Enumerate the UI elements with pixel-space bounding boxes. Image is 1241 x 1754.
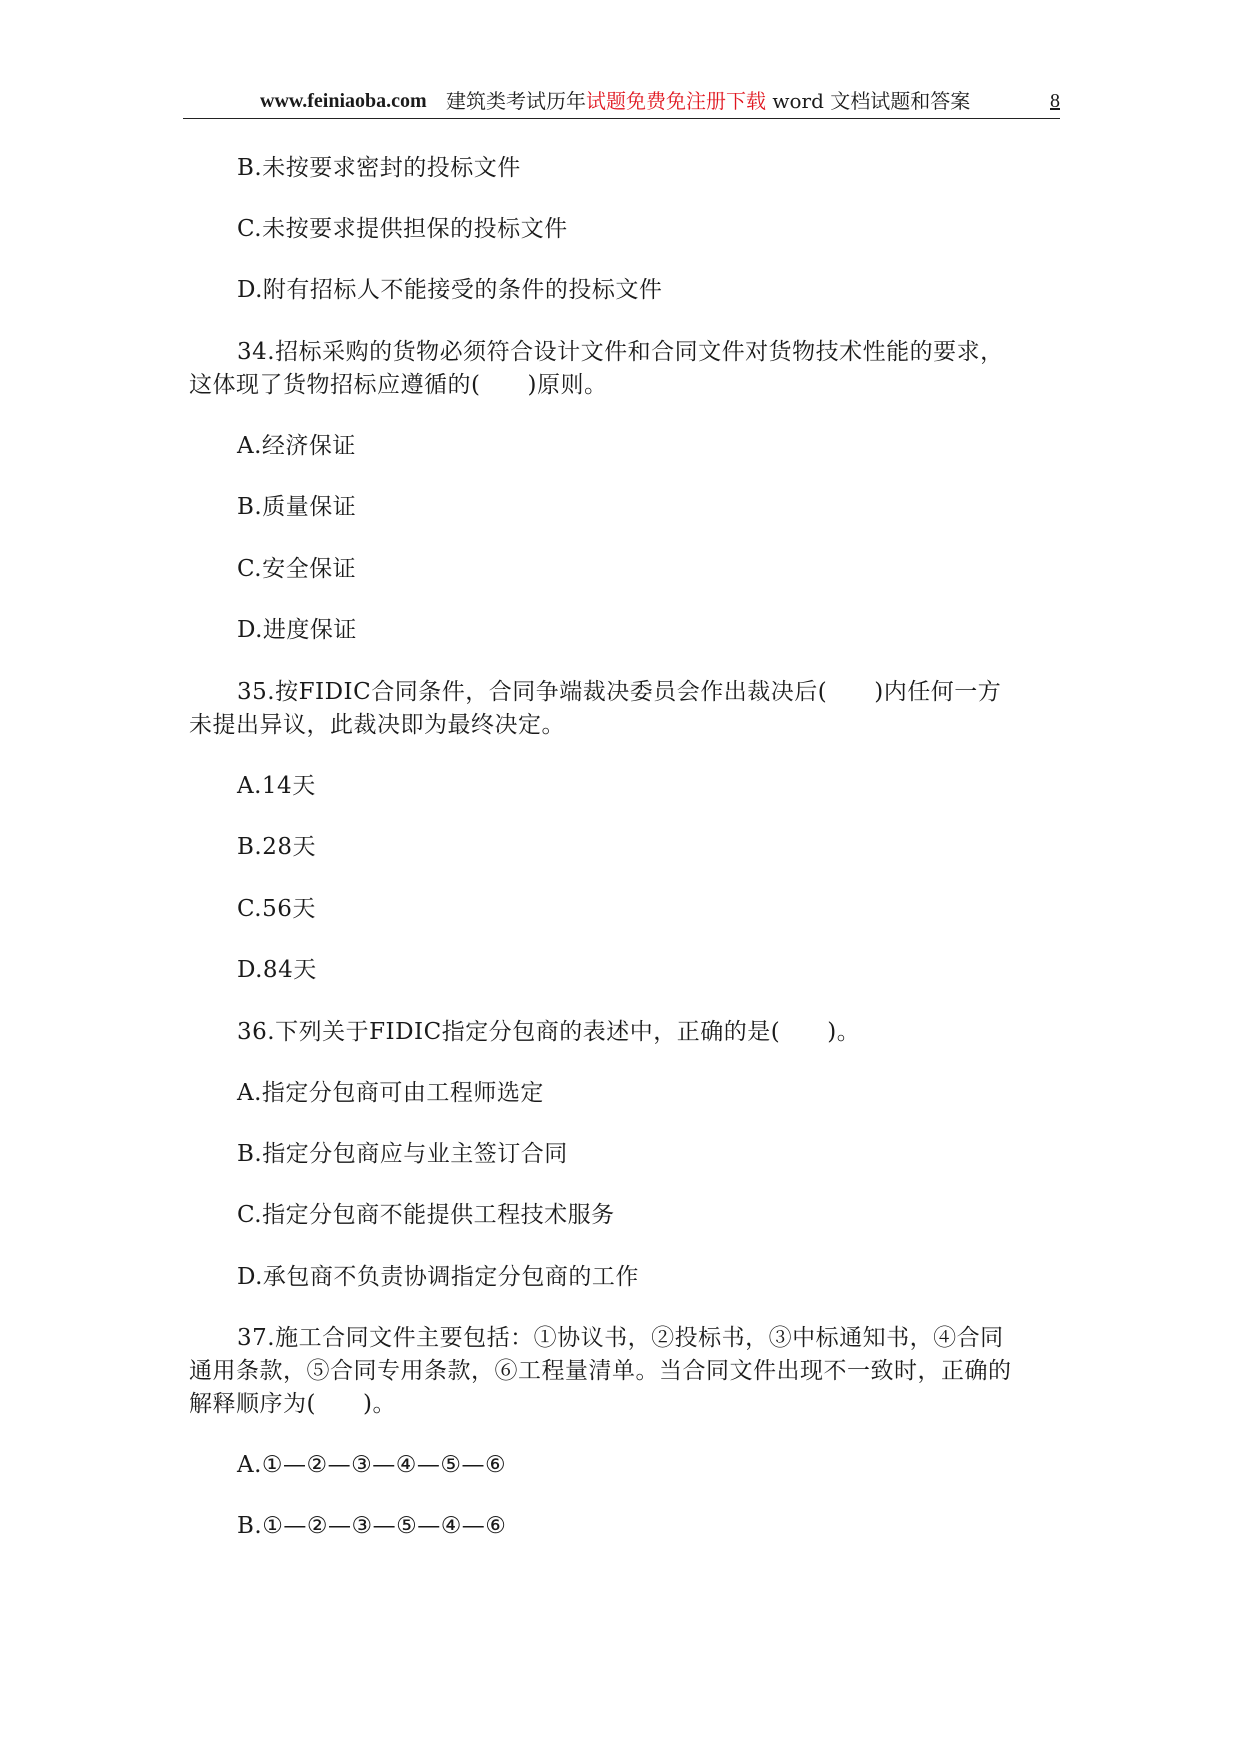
header-text-before: 建筑类考试历年 <box>446 89 586 113</box>
q34-stem-line-2: 这体现了货物招标应遵循的( )原则。 <box>189 372 608 398</box>
q37-stem-line-1: 37.施工合同文件主要包括：①协议书，②投标书，③中标通知书，④合同 <box>237 1325 1004 1351</box>
q37-stem-line-3: 解释顺序为( )。 <box>189 1391 396 1417</box>
header-text-after: word 文档试题和答案 <box>766 89 971 113</box>
q33-option-c: C.未按要求提供担保的投标文件 <box>237 216 568 242</box>
q34-option-a: A.经济保证 <box>237 433 356 459</box>
q35-option-b: B.28天 <box>237 834 316 860</box>
q33-option-b: B.未按要求密封的投标文件 <box>237 155 521 181</box>
q36-option-d: D.承包商不负责协调指定分包商的工作 <box>237 1264 639 1290</box>
q35-option-d: D.84天 <box>237 957 317 983</box>
q35-option-a: A.14天 <box>237 773 316 799</box>
q34-option-c: C.安全保证 <box>237 556 357 582</box>
q33-option-d: D.附有招标人不能接受的条件的投标文件 <box>237 277 663 303</box>
q36-option-c: C.指定分包商不能提供工程技术服务 <box>237 1202 615 1228</box>
q37-stem-line-2: 通用条款，⑤合同专用条款，⑥工程量清单。当合同文件出现不一致时，正确的 <box>189 1358 1012 1384</box>
q35-stem-line-2: 未提出异议，此裁决即为最终决定。 <box>189 712 565 738</box>
q34-option-b: B.质量保证 <box>237 494 357 520</box>
page-number: 8 <box>1050 90 1060 112</box>
q37-option-b: B.①—②—③—⑤—④—⑥ <box>237 1513 507 1539</box>
q34-stem-line-1: 34.招标采购的货物必须符合设计文件和合同文件对货物技术性能的要求， <box>237 339 1004 365</box>
header-text-red: 试题免费免注册下载 <box>586 89 766 113</box>
q36-option-b: B.指定分包商应与业主签订合同 <box>237 1141 568 1167</box>
q36-option-a: A.指定分包商可由工程师选定 <box>237 1080 544 1106</box>
q35-option-c: C.56天 <box>237 896 316 922</box>
q36-stem: 36.下列关于FIDIC指定分包商的表述中，正确的是( )。 <box>237 1019 861 1045</box>
q34-option-d: D.进度保证 <box>237 617 357 643</box>
q35-stem-line-1: 35.按FIDIC合同条件，合同争端裁决委员会作出裁决后( )内任何一方 <box>237 679 1002 705</box>
header-site-link[interactable]: www.feiniaoba.com <box>260 90 427 112</box>
q37-option-a: A.①—②—③—④—⑤—⑥ <box>237 1452 507 1478</box>
